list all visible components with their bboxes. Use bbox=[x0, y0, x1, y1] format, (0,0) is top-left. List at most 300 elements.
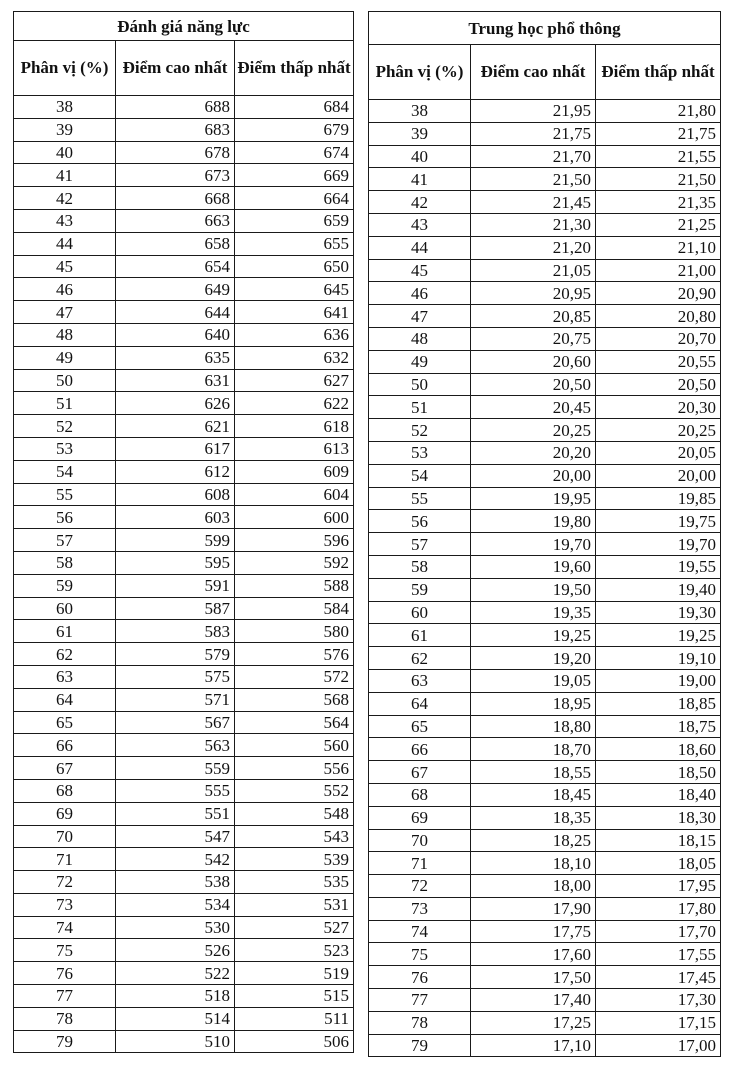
cell-percentile: 48 bbox=[369, 327, 471, 350]
cell-lowest-score: 609 bbox=[235, 460, 354, 483]
table-row bbox=[14, 187, 354, 210]
table-row bbox=[369, 100, 721, 123]
cell-percentile: 54 bbox=[14, 460, 116, 483]
cell-highest-score: 20,85 bbox=[471, 305, 596, 328]
cell-lowest-score: 576 bbox=[235, 643, 354, 666]
table-row bbox=[369, 943, 721, 966]
cell-percentile: 39 bbox=[369, 122, 471, 145]
table-row bbox=[14, 164, 354, 187]
cell-highest-score: 18,10 bbox=[471, 852, 596, 875]
table-row bbox=[14, 779, 354, 802]
cell-percentile: 40 bbox=[14, 141, 116, 164]
table-danh-gia-nang-luc bbox=[13, 11, 354, 1053]
cell-highest-score: 579 bbox=[116, 643, 235, 666]
cell-lowest-score: 20,30 bbox=[596, 396, 721, 419]
cell-lowest-score: 21,50 bbox=[596, 168, 721, 191]
column-header-highest-score: Điểm cao nhất bbox=[116, 41, 235, 96]
cell-lowest-score: 604 bbox=[235, 483, 354, 506]
cell-lowest-score: 19,00 bbox=[596, 669, 721, 692]
table-row bbox=[369, 419, 721, 442]
cell-lowest-score: 535 bbox=[235, 871, 354, 894]
cell-percentile: 75 bbox=[14, 939, 116, 962]
cell-highest-score: 20,50 bbox=[471, 373, 596, 396]
cell-highest-score: 631 bbox=[116, 369, 235, 392]
cell-percentile: 76 bbox=[369, 966, 471, 989]
cell-percentile: 66 bbox=[14, 734, 116, 757]
cell-percentile: 71 bbox=[14, 848, 116, 871]
cell-lowest-score: 20,05 bbox=[596, 441, 721, 464]
table-row bbox=[369, 966, 721, 989]
cell-lowest-score: 21,55 bbox=[596, 145, 721, 168]
table-row bbox=[14, 688, 354, 711]
column-header-percentile: Phân vị (%) bbox=[14, 41, 116, 96]
cell-percentile: 46 bbox=[14, 278, 116, 301]
cell-percentile: 55 bbox=[369, 487, 471, 510]
cell-percentile: 78 bbox=[14, 1007, 116, 1030]
cell-lowest-score: 552 bbox=[235, 779, 354, 802]
cell-lowest-score: 519 bbox=[235, 962, 354, 985]
cell-highest-score: 599 bbox=[116, 529, 235, 552]
cell-highest-score: 514 bbox=[116, 1007, 235, 1030]
cell-highest-score: 17,75 bbox=[471, 920, 596, 943]
cell-lowest-score: 18,85 bbox=[596, 692, 721, 715]
cell-lowest-score: 572 bbox=[235, 665, 354, 688]
cell-highest-score: 559 bbox=[116, 757, 235, 780]
cell-percentile: 39 bbox=[14, 118, 116, 141]
cell-lowest-score: 18,60 bbox=[596, 738, 721, 761]
cell-percentile: 42 bbox=[369, 191, 471, 214]
cell-lowest-score: 684 bbox=[235, 96, 354, 119]
cell-highest-score: 21,70 bbox=[471, 145, 596, 168]
cell-percentile: 45 bbox=[14, 255, 116, 278]
table-row bbox=[14, 1030, 354, 1053]
table-row bbox=[369, 647, 721, 670]
cell-highest-score: 19,80 bbox=[471, 510, 596, 533]
cell-percentile: 69 bbox=[14, 802, 116, 825]
cell-highest-score: 663 bbox=[116, 209, 235, 232]
cell-percentile: 68 bbox=[14, 779, 116, 802]
cell-highest-score: 635 bbox=[116, 346, 235, 369]
cell-highest-score: 18,25 bbox=[471, 829, 596, 852]
cell-highest-score: 18,45 bbox=[471, 783, 596, 806]
cell-lowest-score: 20,25 bbox=[596, 419, 721, 442]
cell-lowest-score: 679 bbox=[235, 118, 354, 141]
table-row bbox=[369, 350, 721, 373]
table-row bbox=[369, 875, 721, 898]
table-row bbox=[369, 145, 721, 168]
cell-percentile: 74 bbox=[369, 920, 471, 943]
cell-lowest-score: 20,50 bbox=[596, 373, 721, 396]
cell-lowest-score: 21,35 bbox=[596, 191, 721, 214]
table-row bbox=[14, 323, 354, 346]
cell-percentile: 51 bbox=[14, 392, 116, 415]
table-row bbox=[369, 738, 721, 761]
cell-percentile: 62 bbox=[14, 643, 116, 666]
cell-highest-score: 21,75 bbox=[471, 122, 596, 145]
cell-highest-score: 19,35 bbox=[471, 601, 596, 624]
cell-lowest-score: 21,10 bbox=[596, 236, 721, 259]
table-row bbox=[369, 282, 721, 305]
table-row bbox=[14, 643, 354, 666]
cell-percentile: 54 bbox=[369, 464, 471, 487]
cell-highest-score: 18,00 bbox=[471, 875, 596, 898]
table-row bbox=[369, 692, 721, 715]
cell-lowest-score: 17,55 bbox=[596, 943, 721, 966]
cell-lowest-score: 506 bbox=[235, 1030, 354, 1053]
cell-highest-score: 518 bbox=[116, 985, 235, 1008]
cell-lowest-score: 523 bbox=[235, 939, 354, 962]
cell-percentile: 61 bbox=[14, 620, 116, 643]
cell-lowest-score: 511 bbox=[235, 1007, 354, 1030]
cell-percentile: 49 bbox=[14, 346, 116, 369]
cell-percentile: 77 bbox=[369, 989, 471, 1012]
table-row bbox=[369, 327, 721, 350]
cell-percentile: 64 bbox=[369, 692, 471, 715]
cell-highest-score: 644 bbox=[116, 301, 235, 324]
cell-highest-score: 640 bbox=[116, 323, 235, 346]
cell-lowest-score: 20,90 bbox=[596, 282, 721, 305]
table-row bbox=[369, 305, 721, 328]
cell-lowest-score: 21,75 bbox=[596, 122, 721, 145]
table-row bbox=[369, 852, 721, 875]
cell-percentile: 61 bbox=[369, 624, 471, 647]
table-row bbox=[369, 669, 721, 692]
cell-lowest-score: 564 bbox=[235, 711, 354, 734]
cell-lowest-score: 613 bbox=[235, 437, 354, 460]
cell-lowest-score: 18,50 bbox=[596, 761, 721, 784]
cell-percentile: 67 bbox=[14, 757, 116, 780]
cell-highest-score: 617 bbox=[116, 437, 235, 460]
cell-highest-score: 654 bbox=[116, 255, 235, 278]
cell-highest-score: 19,20 bbox=[471, 647, 596, 670]
cell-percentile: 56 bbox=[14, 506, 116, 529]
cell-highest-score: 522 bbox=[116, 962, 235, 985]
cell-lowest-score: 17,00 bbox=[596, 1034, 721, 1057]
table-body bbox=[14, 96, 354, 1053]
cell-lowest-score: 580 bbox=[235, 620, 354, 643]
cell-percentile: 67 bbox=[369, 761, 471, 784]
cell-percentile: 50 bbox=[14, 369, 116, 392]
table-row bbox=[14, 118, 354, 141]
cell-lowest-score: 600 bbox=[235, 506, 354, 529]
table-row bbox=[369, 601, 721, 624]
cell-percentile: 65 bbox=[14, 711, 116, 734]
cell-lowest-score: 18,75 bbox=[596, 715, 721, 738]
cell-percentile: 68 bbox=[369, 783, 471, 806]
cell-percentile: 59 bbox=[369, 578, 471, 601]
cell-highest-score: 18,95 bbox=[471, 692, 596, 715]
cell-highest-score: 530 bbox=[116, 916, 235, 939]
cell-lowest-score: 17,70 bbox=[596, 920, 721, 943]
cell-percentile: 59 bbox=[14, 574, 116, 597]
cell-lowest-score: 17,45 bbox=[596, 966, 721, 989]
table-row bbox=[14, 757, 354, 780]
table-row bbox=[369, 373, 721, 396]
table-row bbox=[14, 620, 354, 643]
table-row bbox=[14, 871, 354, 894]
cell-highest-score: 21,45 bbox=[471, 191, 596, 214]
cell-highest-score: 587 bbox=[116, 597, 235, 620]
cell-lowest-score: 618 bbox=[235, 415, 354, 438]
cell-lowest-score: 21,00 bbox=[596, 259, 721, 282]
cell-lowest-score: 659 bbox=[235, 209, 354, 232]
column-header-percentile: Phân vị (%) bbox=[369, 45, 471, 100]
cell-lowest-score: 17,15 bbox=[596, 1011, 721, 1034]
cell-lowest-score: 636 bbox=[235, 323, 354, 346]
table-row bbox=[14, 232, 354, 255]
cell-percentile: 38 bbox=[369, 100, 471, 123]
cell-highest-score: 21,20 bbox=[471, 236, 596, 259]
table-row bbox=[14, 734, 354, 757]
table-row bbox=[14, 460, 354, 483]
cell-lowest-score: 592 bbox=[235, 551, 354, 574]
cell-percentile: 44 bbox=[14, 232, 116, 255]
cell-percentile: 51 bbox=[369, 396, 471, 419]
cell-highest-score: 571 bbox=[116, 688, 235, 711]
table-row bbox=[14, 574, 354, 597]
cell-lowest-score: 531 bbox=[235, 893, 354, 916]
cell-lowest-score: 18,05 bbox=[596, 852, 721, 875]
cell-lowest-score: 20,00 bbox=[596, 464, 721, 487]
table-row bbox=[14, 916, 354, 939]
table-row bbox=[369, 829, 721, 852]
cell-percentile: 38 bbox=[14, 96, 116, 119]
table-row bbox=[14, 893, 354, 916]
cell-percentile: 53 bbox=[14, 437, 116, 460]
table-row bbox=[14, 301, 354, 324]
table-row bbox=[14, 848, 354, 871]
cell-highest-score: 19,70 bbox=[471, 533, 596, 556]
cell-lowest-score: 664 bbox=[235, 187, 354, 210]
cell-lowest-score: 17,80 bbox=[596, 897, 721, 920]
cell-lowest-score: 568 bbox=[235, 688, 354, 711]
column-header-lowest-score: Điểm thấp nhất bbox=[235, 41, 354, 96]
cell-percentile: 77 bbox=[14, 985, 116, 1008]
table-row bbox=[369, 259, 721, 282]
cell-lowest-score: 627 bbox=[235, 369, 354, 392]
cell-lowest-score: 21,25 bbox=[596, 213, 721, 236]
table-row bbox=[369, 578, 721, 601]
table-row bbox=[369, 533, 721, 556]
cell-lowest-score: 19,85 bbox=[596, 487, 721, 510]
cell-percentile: 66 bbox=[369, 738, 471, 761]
cell-lowest-score: 19,10 bbox=[596, 647, 721, 670]
cell-percentile: 70 bbox=[369, 829, 471, 852]
cell-percentile: 41 bbox=[369, 168, 471, 191]
cell-highest-score: 608 bbox=[116, 483, 235, 506]
cell-highest-score: 595 bbox=[116, 551, 235, 574]
cell-lowest-score: 556 bbox=[235, 757, 354, 780]
cell-percentile: 72 bbox=[369, 875, 471, 898]
table-row bbox=[14, 597, 354, 620]
cell-highest-score: 668 bbox=[116, 187, 235, 210]
table-row bbox=[14, 802, 354, 825]
table-row bbox=[369, 1034, 721, 1057]
cell-percentile: 71 bbox=[369, 852, 471, 875]
cell-highest-score: 563 bbox=[116, 734, 235, 757]
cell-percentile: 40 bbox=[369, 145, 471, 168]
cell-highest-score: 551 bbox=[116, 802, 235, 825]
cell-percentile: 64 bbox=[14, 688, 116, 711]
cell-lowest-score: 548 bbox=[235, 802, 354, 825]
table-body bbox=[369, 100, 721, 1057]
table-row bbox=[14, 346, 354, 369]
cell-highest-score: 688 bbox=[116, 96, 235, 119]
cell-highest-score: 603 bbox=[116, 506, 235, 529]
table-row bbox=[14, 825, 354, 848]
cell-percentile: 49 bbox=[369, 350, 471, 373]
cell-highest-score: 19,50 bbox=[471, 578, 596, 601]
cell-percentile: 47 bbox=[369, 305, 471, 328]
cell-highest-score: 575 bbox=[116, 665, 235, 688]
cell-lowest-score: 19,40 bbox=[596, 578, 721, 601]
cell-percentile: 42 bbox=[14, 187, 116, 210]
cell-highest-score: 20,45 bbox=[471, 396, 596, 419]
cell-lowest-score: 17,95 bbox=[596, 875, 721, 898]
cell-highest-score: 555 bbox=[116, 779, 235, 802]
cell-percentile: 52 bbox=[14, 415, 116, 438]
cell-percentile: 79 bbox=[14, 1030, 116, 1053]
cell-highest-score: 683 bbox=[116, 118, 235, 141]
cell-lowest-score: 641 bbox=[235, 301, 354, 324]
cell-percentile: 73 bbox=[14, 893, 116, 916]
cell-percentile: 75 bbox=[369, 943, 471, 966]
table-row bbox=[14, 529, 354, 552]
cell-percentile: 55 bbox=[14, 483, 116, 506]
cell-highest-score: 20,60 bbox=[471, 350, 596, 373]
cell-lowest-score: 20,70 bbox=[596, 327, 721, 350]
table-row bbox=[369, 989, 721, 1012]
cell-highest-score: 21,30 bbox=[471, 213, 596, 236]
cell-highest-score: 649 bbox=[116, 278, 235, 301]
table-row bbox=[14, 483, 354, 506]
table-trung-hoc-pho-thong bbox=[368, 11, 721, 1057]
cell-highest-score: 673 bbox=[116, 164, 235, 187]
cell-lowest-score: 515 bbox=[235, 985, 354, 1008]
cell-highest-score: 21,95 bbox=[471, 100, 596, 123]
cell-highest-score: 20,20 bbox=[471, 441, 596, 464]
cell-highest-score: 20,00 bbox=[471, 464, 596, 487]
cell-percentile: 44 bbox=[369, 236, 471, 259]
cell-lowest-score: 19,30 bbox=[596, 601, 721, 624]
cell-lowest-score: 21,80 bbox=[596, 100, 721, 123]
table-row bbox=[14, 96, 354, 119]
cell-highest-score: 621 bbox=[116, 415, 235, 438]
cell-percentile: 74 bbox=[14, 916, 116, 939]
cell-highest-score: 17,60 bbox=[471, 943, 596, 966]
table-row bbox=[369, 441, 721, 464]
cell-percentile: 72 bbox=[14, 871, 116, 894]
table-row bbox=[14, 392, 354, 415]
table-row bbox=[14, 551, 354, 574]
cell-highest-score: 17,50 bbox=[471, 966, 596, 989]
cell-percentile: 47 bbox=[14, 301, 116, 324]
cell-percentile: 76 bbox=[14, 962, 116, 985]
cell-percentile: 56 bbox=[369, 510, 471, 533]
cell-percentile: 41 bbox=[14, 164, 116, 187]
table-row bbox=[369, 624, 721, 647]
table-row bbox=[369, 122, 721, 145]
cell-lowest-score: 19,75 bbox=[596, 510, 721, 533]
cell-highest-score: 18,35 bbox=[471, 806, 596, 829]
cell-highest-score: 510 bbox=[116, 1030, 235, 1053]
cell-highest-score: 18,55 bbox=[471, 761, 596, 784]
cell-percentile: 60 bbox=[369, 601, 471, 624]
cell-percentile: 58 bbox=[369, 555, 471, 578]
cell-lowest-score: 18,15 bbox=[596, 829, 721, 852]
table-row bbox=[369, 920, 721, 943]
cell-percentile: 45 bbox=[369, 259, 471, 282]
cell-highest-score: 17,90 bbox=[471, 897, 596, 920]
cell-highest-score: 20,95 bbox=[471, 282, 596, 305]
cell-percentile: 57 bbox=[369, 533, 471, 556]
cell-lowest-score: 669 bbox=[235, 164, 354, 187]
cell-highest-score: 538 bbox=[116, 871, 235, 894]
table-row bbox=[369, 510, 721, 533]
table-row bbox=[369, 191, 721, 214]
cell-percentile: 60 bbox=[14, 597, 116, 620]
table-row bbox=[369, 897, 721, 920]
cell-highest-score: 526 bbox=[116, 939, 235, 962]
table-row bbox=[369, 487, 721, 510]
cell-lowest-score: 655 bbox=[235, 232, 354, 255]
cell-highest-score: 534 bbox=[116, 893, 235, 916]
table-row bbox=[14, 1007, 354, 1030]
cell-highest-score: 19,25 bbox=[471, 624, 596, 647]
cell-highest-score: 18,80 bbox=[471, 715, 596, 738]
table-row bbox=[369, 783, 721, 806]
table-row bbox=[369, 213, 721, 236]
cell-percentile: 53 bbox=[369, 441, 471, 464]
cell-highest-score: 21,05 bbox=[471, 259, 596, 282]
cell-lowest-score: 18,40 bbox=[596, 783, 721, 806]
cell-lowest-score: 19,70 bbox=[596, 533, 721, 556]
table-row bbox=[369, 236, 721, 259]
cell-percentile: 70 bbox=[14, 825, 116, 848]
cell-lowest-score: 543 bbox=[235, 825, 354, 848]
cell-percentile: 46 bbox=[369, 282, 471, 305]
cell-highest-score: 17,10 bbox=[471, 1034, 596, 1057]
cell-highest-score: 547 bbox=[116, 825, 235, 848]
cell-lowest-score: 674 bbox=[235, 141, 354, 164]
cell-lowest-score: 527 bbox=[235, 916, 354, 939]
cell-lowest-score: 18,30 bbox=[596, 806, 721, 829]
table-row bbox=[369, 168, 721, 191]
table-row bbox=[369, 761, 721, 784]
cell-lowest-score: 19,55 bbox=[596, 555, 721, 578]
cell-lowest-score: 596 bbox=[235, 529, 354, 552]
cell-highest-score: 678 bbox=[116, 141, 235, 164]
table-row bbox=[369, 555, 721, 578]
cell-lowest-score: 20,55 bbox=[596, 350, 721, 373]
cell-highest-score: 21,50 bbox=[471, 168, 596, 191]
table-row bbox=[369, 806, 721, 829]
table-row bbox=[14, 255, 354, 278]
table-title: Đánh giá năng lực bbox=[14, 12, 354, 41]
cell-highest-score: 19,95 bbox=[471, 487, 596, 510]
cell-percentile: 79 bbox=[369, 1034, 471, 1057]
cell-highest-score: 17,25 bbox=[471, 1011, 596, 1034]
table-row bbox=[14, 962, 354, 985]
table-row bbox=[14, 437, 354, 460]
table-title: Trung học phổ thông bbox=[369, 12, 721, 45]
table-row bbox=[14, 369, 354, 392]
cell-percentile: 43 bbox=[14, 209, 116, 232]
table-row bbox=[14, 141, 354, 164]
cell-percentile: 43 bbox=[369, 213, 471, 236]
cell-percentile: 57 bbox=[14, 529, 116, 552]
column-header-highest-score: Điểm cao nhất bbox=[471, 45, 596, 100]
